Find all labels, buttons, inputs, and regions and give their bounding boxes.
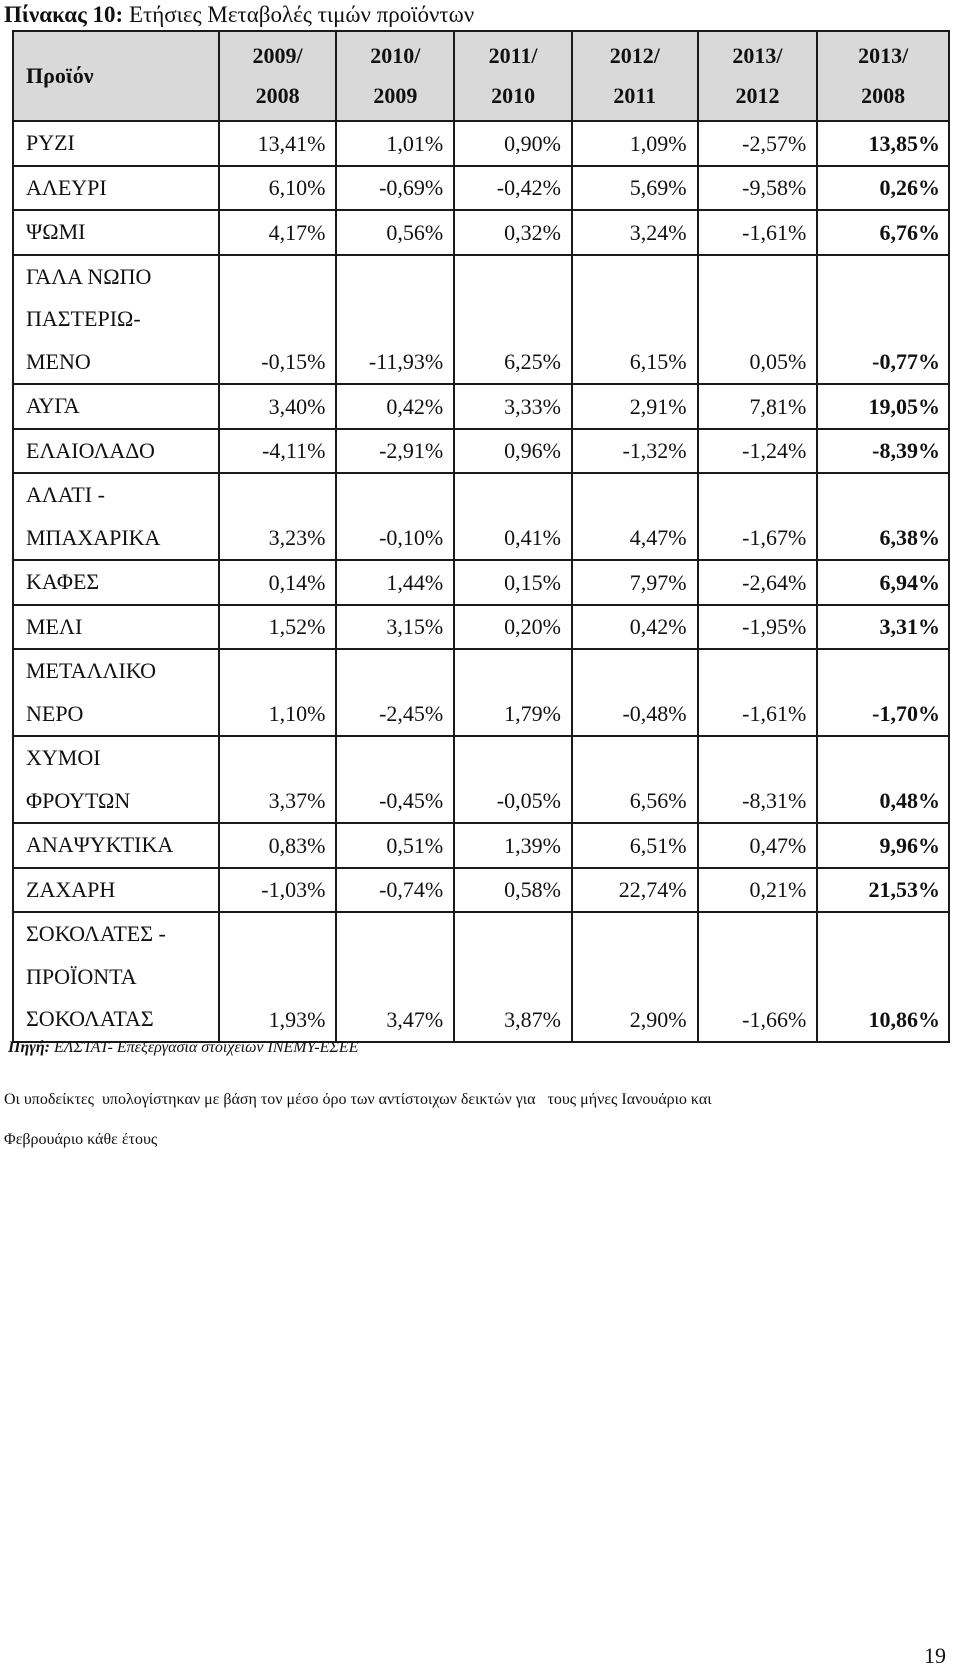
product-name-line: ΕΛΑΙΟΛΑΔΟ xyxy=(26,437,155,463)
table-row xyxy=(13,255,949,385)
annual-change-cell: 6,10% xyxy=(219,166,337,211)
annual-change-cell: 0,58% xyxy=(454,868,572,913)
source-note xyxy=(8,1039,358,1057)
annual-change-cell: 0,90% xyxy=(454,121,572,166)
cumulative-change-cell: -8,39% xyxy=(817,429,949,474)
annual-change-cell: 13,41% xyxy=(219,121,337,166)
table-row xyxy=(13,210,949,255)
annual-change-cell: 0,51% xyxy=(336,823,454,868)
year-column-header: 2010/ 2009 xyxy=(336,31,454,121)
product-name-line: ΦΡΟΥΤΩΝ xyxy=(26,787,131,813)
table-row xyxy=(13,605,949,650)
annual-change-cell: -0,48% xyxy=(572,649,698,736)
product-name-cell xyxy=(13,736,219,823)
cumulative-change-cell: 6,38% xyxy=(817,473,949,560)
cumulative-change-cell: 9,96% xyxy=(817,823,949,868)
table-row xyxy=(13,166,949,211)
product-name-line: ΠΑΣΤΕΡΙΩ- xyxy=(26,306,141,331)
cumulative-change-cell: 10,86% xyxy=(817,912,949,1042)
annual-change-cell: -2,45% xyxy=(336,649,454,736)
product-name-cell xyxy=(13,210,219,255)
annual-change-cell: 3,40% xyxy=(219,384,337,429)
annual-change-cell: -1,32% xyxy=(572,429,698,474)
source-text: ΕΛΣΤΑΤ- Επεξεργασία στοιχείων ΙΝΕΜΥ-ΕΣΕΕ xyxy=(54,1039,359,1056)
annual-change-cell: 0,15% xyxy=(454,560,572,605)
annual-change-cell: 1,93% xyxy=(219,912,337,1042)
product-name-line: ΝΕΡΟ xyxy=(26,700,84,726)
annual-change-cell: -0,45% xyxy=(336,736,454,823)
annual-change-cell: 1,39% xyxy=(454,823,572,868)
annual-change-cell: -11,93% xyxy=(336,255,454,385)
annual-change-cell: 6,15% xyxy=(572,255,698,385)
annual-change-cell: -1,61% xyxy=(698,210,818,255)
year-column-header: 2009/ 2008 xyxy=(219,31,337,121)
table-row xyxy=(13,384,949,429)
cumulative-change-cell: 3,31% xyxy=(817,605,949,650)
product-name-cell xyxy=(13,823,219,868)
annual-change-cell: 0,47% xyxy=(698,823,818,868)
cumulative-change-cell: 0,26% xyxy=(817,166,949,211)
year-column-header: 2013/ 2008 xyxy=(817,31,949,121)
product-name-cell xyxy=(13,605,219,650)
annual-change-cell: 2,90% xyxy=(572,912,698,1042)
table-row xyxy=(13,649,949,736)
annual-change-cell: 1,52% xyxy=(219,605,337,650)
annual-change-cell: -1,67% xyxy=(698,473,818,560)
annual-change-cell: 0,83% xyxy=(219,823,337,868)
table-row xyxy=(13,868,949,913)
page-number: 19 xyxy=(924,1643,946,1668)
annual-change-cell: 3,15% xyxy=(336,605,454,650)
table-title-text: Ετήσιες Μεταβολές τιμών προϊόντων xyxy=(128,2,475,27)
product-name-cell xyxy=(13,121,219,166)
product-name-cell xyxy=(13,166,219,211)
annual-change-cell: -0,15% xyxy=(219,255,337,385)
annual-change-cell: 2,91% xyxy=(572,384,698,429)
annual-change-cell: -4,11% xyxy=(219,429,337,474)
cumulative-change-cell: -1,70% xyxy=(817,649,949,736)
annual-change-cell: -0,74% xyxy=(336,868,454,913)
table-body xyxy=(13,121,949,1042)
annual-change-cell: -0,10% xyxy=(336,473,454,560)
annual-change-cell: -0,69% xyxy=(336,166,454,211)
product-name-line: ΑΛΑΤΙ - xyxy=(26,482,105,507)
table-row xyxy=(13,473,949,560)
table-title-label: Πίνακας 10: xyxy=(4,2,124,27)
annual-change-cell: 6,56% xyxy=(572,736,698,823)
product-name-cell xyxy=(13,384,219,429)
annual-change-cell: -1,95% xyxy=(698,605,818,650)
product-name-line: ΨΩΜΙ xyxy=(26,219,86,244)
annual-change-cell: -8,31% xyxy=(698,736,818,823)
product-name-line: ΑΥΓΑ xyxy=(26,393,80,418)
annual-change-cell: 0,20% xyxy=(454,605,572,650)
table-row xyxy=(13,560,949,605)
annual-change-cell: 3,37% xyxy=(219,736,337,823)
product-name-line: ΣΟΚΟΛΑΤΑΣ xyxy=(26,1006,154,1031)
annual-change-cell: 0,14% xyxy=(219,560,337,605)
annual-change-cell: -1,03% xyxy=(219,868,337,913)
product-name-cell xyxy=(13,473,219,560)
year-column-header: 2012/ 2011 xyxy=(572,31,698,121)
annual-change-cell: -2,64% xyxy=(698,560,818,605)
annual-change-cell: 0,56% xyxy=(336,210,454,255)
annual-change-cell: 0,21% xyxy=(698,868,818,913)
annual-change-cell: 3,33% xyxy=(454,384,572,429)
product-name-line: ΧΥΜΟΙ xyxy=(26,745,101,770)
product-name-line: ΣΟΚΟΛΑΤΕΣ - xyxy=(26,921,166,946)
cumulative-change-cell: 6,76% xyxy=(817,210,949,255)
cumulative-change-cell: 6,94% xyxy=(817,560,949,605)
annual-change-cell: 3,47% xyxy=(336,912,454,1042)
table-title xyxy=(4,2,474,28)
annual-change-cell: -0,42% xyxy=(454,166,572,211)
annual-change-cell: 3,24% xyxy=(572,210,698,255)
product-name-line: ΜΠΑΧΑΡΙΚΑ xyxy=(26,524,161,550)
annual-change-cell: 0,96% xyxy=(454,429,572,474)
annual-change-cell: 3,87% xyxy=(454,912,572,1042)
source-label: Πηγή: xyxy=(8,1039,50,1056)
annual-change-cell: 1,10% xyxy=(219,649,337,736)
annual-change-cell: 1,09% xyxy=(572,121,698,166)
annual-change-cell: 6,51% xyxy=(572,823,698,868)
methodology-note-line: Οι υποδείκτες υπολογίστηκαν με βάση τον μέσο όρο των αντίστοιχων δεικτών για τους μήνες Ιανουάριο και xyxy=(4,1091,712,1108)
annual-change-cell: 4,17% xyxy=(219,210,337,255)
table-row xyxy=(13,912,949,1042)
product-name-line: ΜΕΝΟ xyxy=(26,348,91,374)
product-name-cell xyxy=(13,912,219,1042)
annual-change-cell: 4,47% xyxy=(572,473,698,560)
cumulative-change-cell: -0,77% xyxy=(817,255,949,385)
annual-change-cell: 0,32% xyxy=(454,210,572,255)
cumulative-change-cell: 0,48% xyxy=(817,736,949,823)
annual-change-cell: -1,66% xyxy=(698,912,818,1042)
cumulative-change-cell: 13,85% xyxy=(817,121,949,166)
table-row xyxy=(13,429,949,474)
annual-change-cell: 1,79% xyxy=(454,649,572,736)
product-name-line: ΜΕΛΙ xyxy=(26,613,83,639)
annual-change-cell: 0,42% xyxy=(572,605,698,650)
product-name-line: ΜΕΤΑΛΛΙΚΟ xyxy=(26,658,157,683)
product-name-cell xyxy=(13,255,219,385)
annual-change-cell: 0,41% xyxy=(454,473,572,560)
annual-change-cell: -0,05% xyxy=(454,736,572,823)
product-name-line: ΑΝΑΨΥΚΤΙΚΑ xyxy=(26,832,174,857)
annual-change-cell: 6,25% xyxy=(454,255,572,385)
table-row xyxy=(13,823,949,868)
annual-change-cell: 5,69% xyxy=(572,166,698,211)
table-row xyxy=(13,121,949,166)
product-name-cell xyxy=(13,649,219,736)
annual-change-cell: 0,05% xyxy=(698,255,818,385)
annual-change-cell: -1,61% xyxy=(698,649,818,736)
year-column-header: 2011/ 2010 xyxy=(454,31,572,121)
annual-change-cell: 0,42% xyxy=(336,384,454,429)
annual-change-cell: -2,57% xyxy=(698,121,818,166)
cumulative-change-cell: 21,53% xyxy=(817,868,949,913)
annual-change-cell: 7,81% xyxy=(698,384,818,429)
product-name-line: ΡΥΖΙ xyxy=(26,130,75,155)
product-column-header: Προϊόν xyxy=(13,31,219,121)
cumulative-change-cell: 19,05% xyxy=(817,384,949,429)
annual-change-cell: -1,24% xyxy=(698,429,818,474)
annual-change-cell: 22,74% xyxy=(572,868,698,913)
annual-change-cell: -9,58% xyxy=(698,166,818,211)
annual-change-cell: -2,91% xyxy=(336,429,454,474)
product-name-cell xyxy=(13,868,219,913)
year-column-header: 2013/ 2012 xyxy=(698,31,818,121)
product-name-cell xyxy=(13,560,219,605)
product-name-line: ΓΑΛΑ ΝΩΠΟ xyxy=(26,263,152,289)
annual-change-cell: 7,97% xyxy=(572,560,698,605)
annual-change-cell: 1,44% xyxy=(336,560,454,605)
annual-change-cell: 3,23% xyxy=(219,473,337,560)
product-name-line: ΖΑΧΑΡΗ xyxy=(26,876,116,902)
table-row xyxy=(13,736,949,823)
methodology-note xyxy=(4,1080,904,1160)
annual-change-cell: 1,01% xyxy=(336,121,454,166)
product-name-line: ΠΡΟΪΟΝΤΑ xyxy=(26,963,137,989)
methodology-note-line: Φεβρουάριο κάθε έτους xyxy=(4,1131,158,1148)
product-name-line: ΑΛΕΥΡΙ xyxy=(26,174,107,200)
product-name-cell xyxy=(13,429,219,474)
product-name-line: ΚΑΦΕΣ xyxy=(26,569,100,594)
price-change-table xyxy=(12,30,950,1043)
table-header-row xyxy=(13,31,949,121)
